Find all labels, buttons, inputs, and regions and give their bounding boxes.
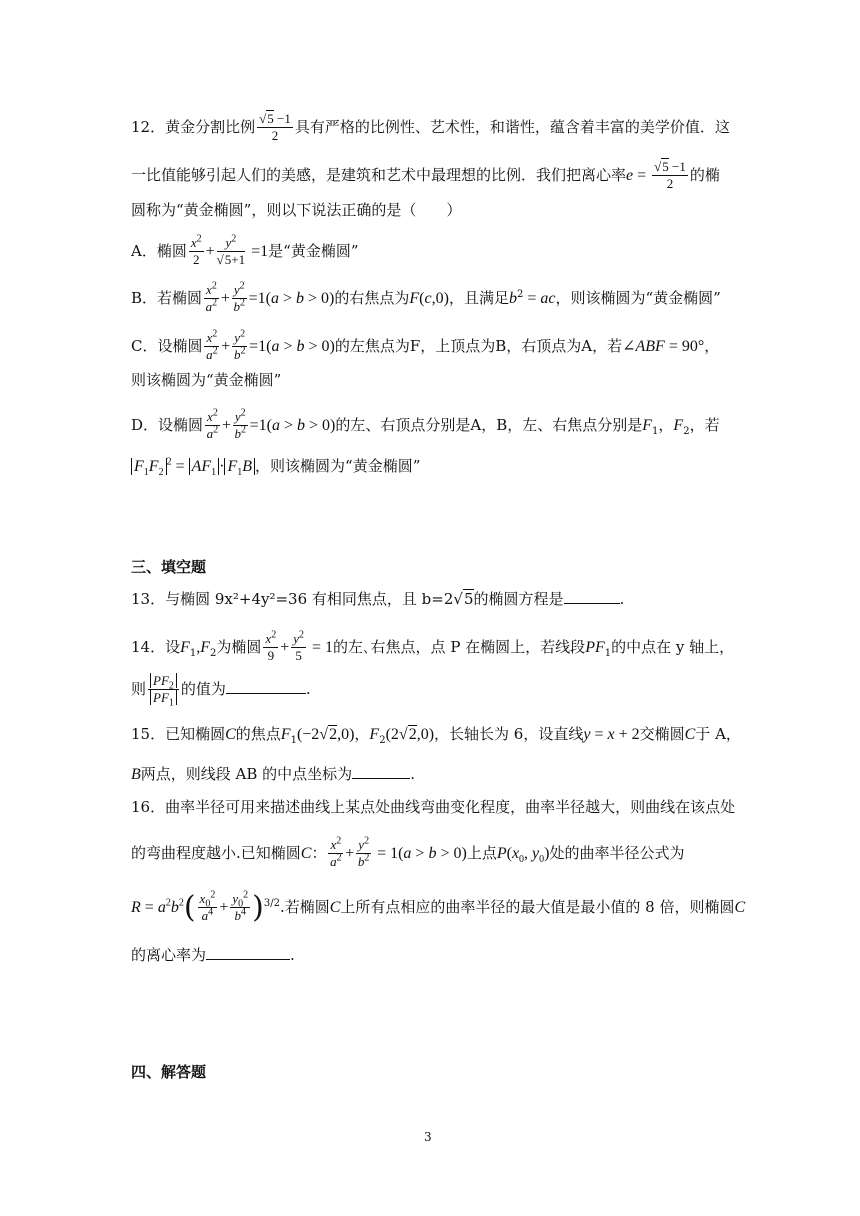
section-heading-fill-in: 三、填空题 (131, 558, 207, 576)
option-d-line-2: $F_1F_2^2 = AF_1 \cdot F_1B$ ，则该椭圆为“黄金椭圆” (131, 459, 420, 475)
answer-blank[interactable] (564, 603, 620, 604)
q16-line-3: $R = a^2b^2$( $\frac{x_0^2}{a^4}$ + $\frac{y_0^2}{b^4}$ )$^{3/2}$.若椭圆C上所有点相应的曲率半径的最大值是最小值的 8 倍，则椭圆C (131, 889, 746, 925)
option-d: D．设椭圆 $\frac{x^2}{a^2}$ + $\frac{y^2}{b^2}$ =1(a > b > 0)的左、右顶点分别是A，B，左、右焦点分别是$F_1$，$F_2$，若 (131, 407, 720, 442)
option-c-line-2: 则该椭圆为“黄金椭圆” (131, 371, 282, 389)
q13: 13．与椭圆 9x²+4y²=36 有相同焦点，且 b=2√5的椭圆方程是 . (131, 590, 625, 608)
option-c: C．设椭圆 $\frac{x^2}{a^2}$ + $\frac{y^2}{b^2}$ =1(a > b > 0)的左焦点为F，上顶点为B，右顶点为A，若∠ABF = 90°， (131, 328, 720, 363)
q14-line-2: 则 $\frac{PF_2}{PF_1}$ 的值为 . (131, 673, 311, 709)
page-number: 3 (424, 1130, 432, 1144)
q12-line-3: 圆称为“黄金椭圆”，则以下说法正确的是（ ） (131, 201, 462, 219)
answer-blank[interactable] (226, 693, 306, 694)
answer-blank[interactable] (206, 959, 290, 960)
option-a: A．椭圆 $\frac{x^2}{2}$ + $\frac{y^2}{√5+1}$ =1是“黄金椭圆” (131, 233, 359, 268)
answer-blank[interactable] (352, 778, 410, 779)
q15-line-2: B两点，则线段 AB 的中点坐标为 . (131, 765, 415, 783)
q14-line-1: 14．设$F_1,F_2$为椭圆 $\frac{x^2}{9}$ + $\frac{y^2}{5}$ = 1的左､右焦点，点 P 在椭圆上，若线段$PF_1$的中点在 y 轴上， (131, 629, 735, 664)
golden-ratio-fraction: $\frac{√5 -1}{2}$ (259, 111, 291, 144)
q12-line-2: 一比值能够引起人们的美感，是建筑和艺术中最理想的比例．我们把离心率e = $\frac{√5 -1}{2}$ 的椭 (131, 159, 720, 192)
q15-line-1: 15．已知椭圆C的焦点$F_1(-2√2,0)$，$F_2(2√2,0)$，长轴长为 6，设直线y = x + 2交椭圆C于 A， (131, 725, 741, 746)
q16-line-4: 的离心率为 . (131, 946, 295, 964)
section-heading-answers: 四、解答题 (131, 1063, 207, 1081)
option-b: B．若椭圆 $\frac{x^2}{a^2}$ + $\frac{y^2}{b^2}$ =1(a > b > 0)的右焦点为F(c,0)，且满足$b^2$ = ac，则该椭圆为“黄金椭圆” (131, 280, 721, 315)
q16-line-2: 的弯曲程度越小.已知椭圆C： $\frac{x^2}{a^2}$ + $\frac{y^2}{b^2}$ = 1(a > b > 0)上点$P(x_0$, $y_0$)处的曲率半径公式为 (131, 835, 685, 870)
q12-line-1: 12．黄金分割比例 $\frac{√5 -1}{2}$ 具有严格的比例性、艺术性，和谐性，蕴含着丰富的美学价值．这 (131, 111, 730, 144)
q16-line-1: 16．曲率半径可用来描述曲线上某点处曲线弯曲变化程度，曲率半径越大，则曲线在该点处 (131, 798, 736, 816)
